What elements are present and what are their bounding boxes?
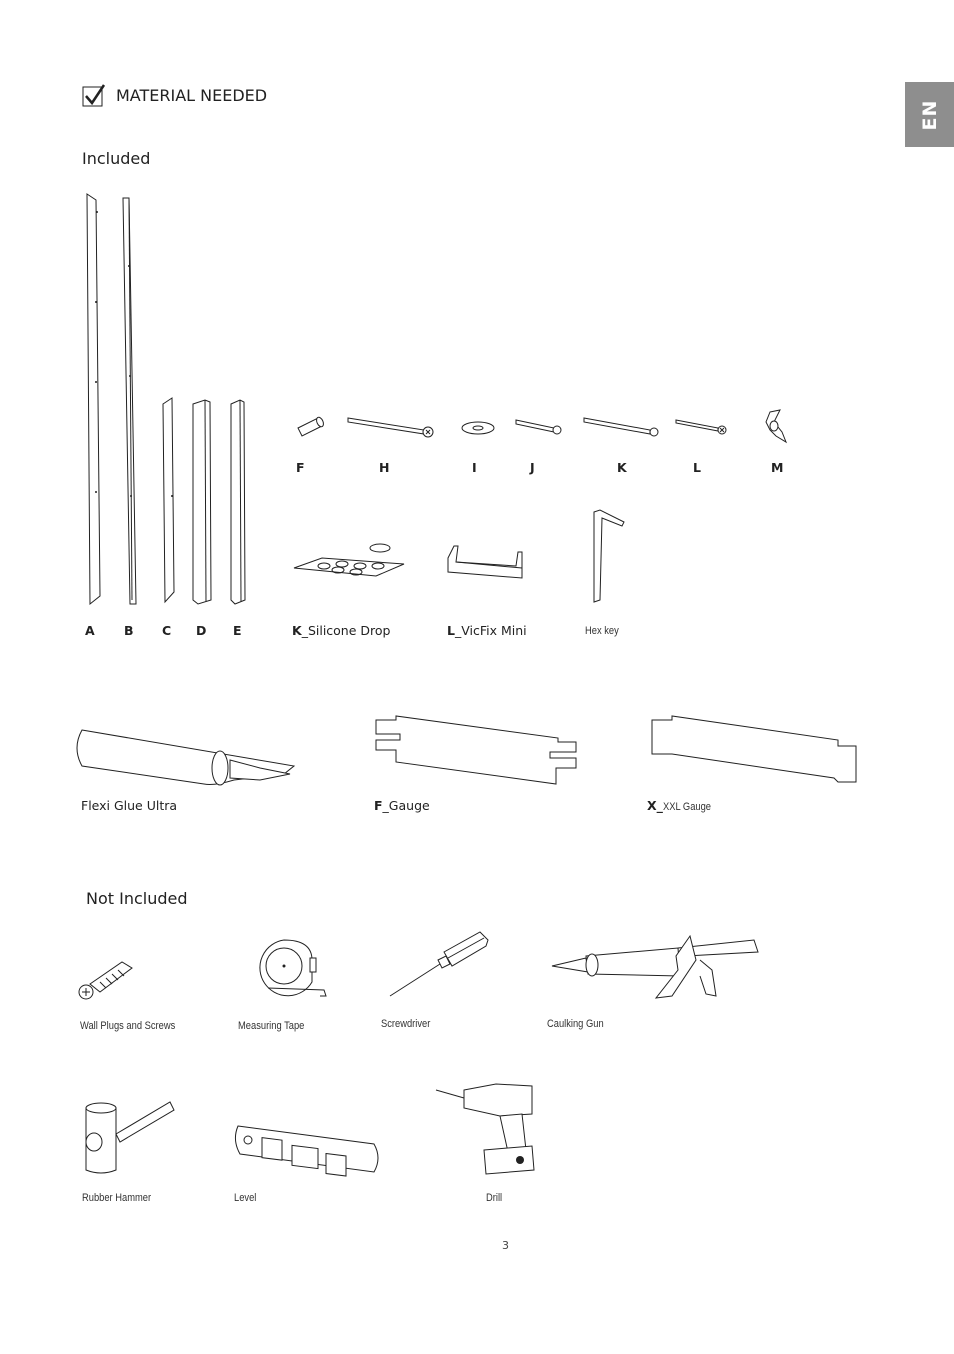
caulking-gun-icon: [546, 930, 764, 1000]
panel-a-illustration: [84, 192, 104, 606]
silicone-drop-text: _Silicone Drop: [301, 623, 391, 638]
included-heading: Included: [82, 149, 151, 168]
panel-c-illustration: [160, 396, 178, 606]
vicfix-mini-text: _VicFix Mini: [454, 623, 527, 638]
page-number: 3: [502, 1239, 509, 1252]
silicone-drop-label: [292, 623, 390, 638]
silicone-drop-letter: K: [292, 623, 302, 638]
wall-plugs-label: Wall Plugs and Screws: [80, 1020, 176, 1032]
panel-e-illustration: [228, 398, 248, 606]
flexi-glue-label: Flexi Glue Ultra: [81, 798, 178, 813]
panel-b-illustration: [120, 196, 140, 606]
screwdriver-icon: [384, 930, 490, 1000]
dowel-icon: [294, 414, 328, 440]
glue-tube-icon: [74, 726, 296, 788]
gauge-icon: [372, 714, 580, 788]
caulking-gun-label: Caulking Gun: [547, 1018, 604, 1030]
xxl-gauge-text: XXL Gauge: [662, 801, 711, 813]
measuring-tape-label: Measuring Tape: [238, 1020, 305, 1032]
drill-icon: [434, 1080, 540, 1176]
xxl-gauge-label: [647, 798, 719, 813]
panel-d-label: D: [196, 623, 207, 638]
vicfix-mini-icon: [446, 544, 526, 582]
panel-b-label: B: [124, 623, 134, 638]
medium-screw-icon: [514, 416, 564, 438]
section-title: MATERIAL NEEDED: [116, 86, 268, 105]
level-label: Level: [234, 1192, 257, 1204]
screwdriver-label: Screwdriver: [381, 1018, 431, 1030]
hex-key-label: Hex key: [585, 625, 619, 637]
gauge-text: _Gauge: [382, 798, 430, 813]
rubber-hammer-label: Rubber Hammer: [82, 1192, 152, 1204]
hardware-j-label: J: [530, 460, 535, 475]
washer-icon: [460, 420, 496, 436]
rubber-hammer-icon: [80, 1100, 174, 1176]
xxl-gauge-letter: X_: [647, 798, 663, 813]
xxl-gauge-icon: [648, 714, 860, 784]
language-tab-label: EN: [918, 99, 941, 130]
bolt-icon: [582, 414, 660, 440]
panel-e-label: E: [233, 623, 242, 638]
silicone-drop-icon: [292, 540, 408, 580]
panel-c-label: C: [162, 623, 172, 638]
long-screw-icon: [346, 412, 436, 440]
checkbox-checked-icon: [82, 85, 106, 107]
hardware-m-label: M: [771, 460, 784, 475]
hardware-h-label: H: [379, 460, 390, 475]
vicfix-mini-letter: L: [447, 623, 455, 638]
gauge-label: [374, 798, 430, 813]
not-included-heading: Not Included: [86, 889, 188, 908]
language-tab: [905, 82, 954, 147]
hardware-k-label: K: [617, 460, 627, 475]
panel-d-illustration: [190, 398, 214, 606]
vicfix-mini-label: [447, 623, 527, 638]
hex-key-icon: [588, 508, 630, 604]
drill-label: Drill: [486, 1192, 503, 1204]
wing-nut-icon: [760, 408, 790, 446]
measuring-tape-icon: [254, 938, 334, 998]
wall-plug-icon: [76, 956, 138, 1002]
gauge-letter: F: [374, 798, 383, 813]
level-icon: [232, 1122, 382, 1176]
hardware-i-label: I: [472, 460, 477, 475]
hardware-l-label: L: [693, 460, 701, 475]
hardware-f-label: F: [296, 460, 305, 475]
short-screw-icon: [674, 416, 728, 438]
panel-a-label: A: [85, 623, 95, 638]
